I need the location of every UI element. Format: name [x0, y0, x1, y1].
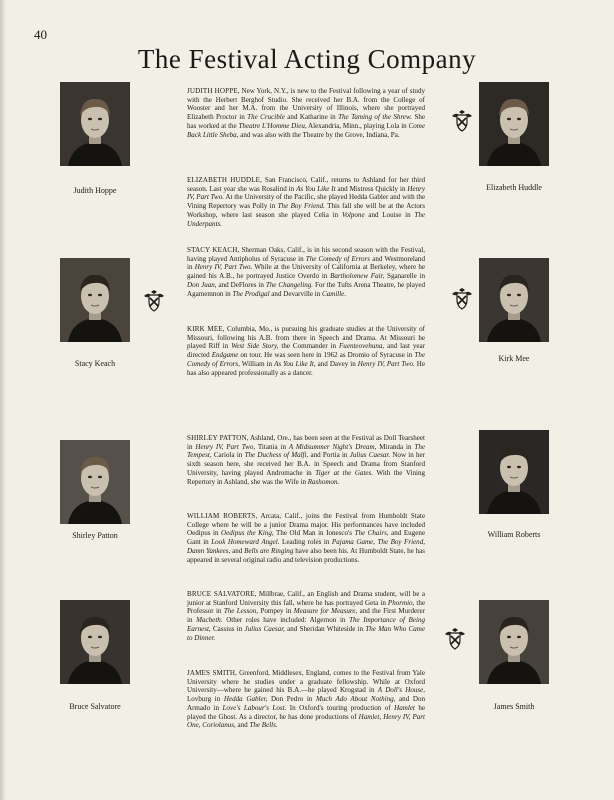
bio-text: In Oxford's touring production of	[286, 703, 395, 712]
bio-title-italic: Measure for Measure,	[293, 607, 358, 616]
bio-name: WILLIAM ROBERTS	[187, 512, 256, 520]
bio-name: KIRK MEE	[187, 325, 223, 333]
bio-title-italic: Julius Caesar.	[349, 451, 391, 460]
bio-title-italic: Bartholomew Fair,	[330, 272, 385, 281]
bio-text: and	[230, 546, 245, 555]
bio-text: Miranda in	[376, 442, 415, 451]
bio-title-italic: The Underpants.	[187, 210, 425, 228]
bio-title-italic: Look Homeward Angel.	[211, 538, 280, 547]
crest-icon-image	[450, 110, 474, 132]
bio-paragraph-4	[187, 434, 425, 486]
page-title: The Festival Acting Company	[137, 44, 477, 74]
bio-title-italic: The Lesson,	[223, 607, 259, 616]
bio-title-italic: Don Juan,	[187, 280, 217, 289]
portrait-photo-7	[479, 600, 549, 684]
bio-title-italic: Henry IV, Part Two,	[195, 442, 256, 451]
bio-title-italic: Henry IV, Part Two.	[187, 184, 425, 202]
portrait-caption-5: William Roberts	[487, 530, 541, 539]
bio-text: While at the University of California at Berkeley, where he gained his A.B., he portrayed Justice Overdo in	[187, 263, 425, 281]
bio-text: Titania in	[255, 442, 289, 451]
bio-paragraph-0	[187, 87, 425, 139]
crest-icon-image	[450, 288, 474, 310]
bio-text: and Devarville in	[269, 289, 322, 298]
bio-text: With the Vining Repertory in Ashland, she was the Wife in	[187, 468, 425, 486]
portrait-photo-image	[60, 440, 130, 524]
bio-title-italic: The Man Who Came to Dinner.	[187, 624, 425, 642]
bio-text: and Westmoreland in	[187, 254, 425, 272]
bio-text: and Portia in	[308, 451, 350, 460]
bio-title-italic: Hamlet	[394, 703, 415, 712]
bio-title-italic: As You Like It,	[274, 359, 316, 368]
bio-text: Leading roles in	[279, 538, 332, 547]
bio-text: At the University of the Pacific, she played Hedda Gabler and with the Vining Repertory was Polly in	[187, 193, 426, 211]
bio-title-italic: The Prodigal	[232, 289, 270, 298]
portrait-photo-2	[60, 258, 130, 342]
bio-text: , New York, N.Y., is new to the Festival following a year of study with the Herbert Berghof Studio. She received her B.A. from the College of Wooster and her M.A. from the University of Illinois, where she portrayed Elizabeth Proctor in	[187, 87, 425, 122]
bio-title-italic: As You Like It	[296, 184, 336, 193]
portrait-photo-image	[60, 82, 130, 166]
bio-title-italic: Volpone	[341, 210, 365, 219]
bio-title-italic: The Importance of Being Earnest,	[187, 616, 425, 633]
bio-text: and Katharine in	[284, 113, 339, 122]
bio-title-italic: Henry IV, Part Two.	[194, 263, 253, 272]
crest-icon-3	[443, 628, 467, 650]
bio-text: and Mistress Quickly in	[335, 184, 408, 193]
bio-name: SHIRLEY PATTON	[187, 434, 247, 442]
bio-title-italic: The Bells.	[249, 721, 278, 730]
bio-title-italic: Hamlet, Henry IV, Part One, Coriolanus,	[187, 712, 426, 730]
bio-text: For the Tufts Arena Theatre, he played Agamemnon in	[187, 280, 426, 298]
bio-paragraph-2	[187, 246, 425, 298]
bio-text: , Ashland, Ore., has been seen at the Festival as Doll Tearsheet in	[187, 434, 426, 451]
bio-text: and the First Murderer in	[187, 607, 425, 625]
bio-title-italic: Macbeth.	[196, 616, 223, 625]
bio-title-italic: The Changeling.	[265, 280, 314, 289]
portrait-photo-3	[479, 258, 549, 342]
bio-title-italic: Come Back Little Sheba,	[187, 121, 425, 139]
bio-title-italic: Julius Caesar,	[244, 624, 285, 633]
bio-text: and Don Armado in	[187, 695, 426, 712]
bio-text: , Greenford, Middlesex, England, comes to the Festival from Yale University where he studies under a graduate fellowship. While at Oxford University—where he gained his B.A.—he played Krogstad in	[187, 669, 425, 695]
bio-text: Pompey in	[258, 607, 294, 616]
bio-text: Cassius in	[210, 624, 245, 633]
bio-text: , Columbia, Mo., is pursuing his graduate studies at the University of Missouri, following his A.B. from there in Speech and Drama. At Missouri he played Riff in	[187, 325, 426, 351]
crest-icon-2	[450, 288, 474, 310]
bio-text: he played the Ghost. As a director, he has done productions of	[187, 703, 425, 721]
bio-text: , Millbrae, Calif., an English and Drama student, will be a junior at Stanford University this fall, where he has portrayed Geta in	[187, 590, 425, 607]
portrait-caption-0: Judith Hoppe	[73, 186, 117, 195]
bio-text: and Davey in	[315, 359, 358, 368]
portrait-caption-2: Stacy Keach	[74, 359, 116, 368]
bio-text: and last year directed	[187, 342, 425, 360]
bio-text: have also been his. At Humboldt State, he has appeared in several original radio and television productions.	[187, 546, 425, 564]
bio-text: Cariola in	[211, 451, 245, 460]
crest-icon-1	[142, 290, 166, 312]
bio-text: and DeFlores in	[216, 280, 266, 289]
portrait-photo-4	[60, 440, 130, 524]
bio-paragraph-6	[187, 590, 425, 642]
page-edge-shadow	[0, 0, 6, 800]
portrait-photo-5	[479, 430, 549, 514]
crest-icon-image	[142, 290, 166, 312]
bio-title-italic: Pajama Game, The Boy Friend, Damn Yankees,	[187, 538, 425, 555]
bio-title-italic: Hedda Gabler,	[223, 695, 268, 704]
bio-title-italic: The Duchess of Malfi,	[244, 451, 309, 460]
bio-text: Lovburg in	[187, 695, 224, 704]
bio-title-italic: The Comedy of Errors	[305, 254, 371, 263]
bio-title-italic: Rashomon.	[307, 477, 340, 486]
portrait-photo-image	[60, 600, 130, 684]
bio-text: Alexandria, Minn., playing Lola in	[306, 121, 409, 130]
bio-title-italic: Endgame	[211, 351, 239, 360]
bio-title-italic: The Chairs,	[354, 529, 389, 538]
bio-text: and was also with the Theatre by the Grove, Indiana, Pa.	[238, 130, 400, 139]
bio-text: He has also appeared professionally as a dancer.	[187, 359, 426, 377]
bio-text: The Old Man in Ionesco's	[273, 529, 355, 538]
bio-title-italic: Phormio,	[387, 598, 415, 607]
bio-text: and	[235, 721, 250, 730]
bio-text: on tour. He was seen here in 1962 as Dromio of Syracuse in	[238, 351, 415, 360]
portrait-photo-image	[479, 82, 549, 166]
bio-title-italic: Fuenteovehuna,	[339, 342, 385, 351]
portrait-photo-6	[60, 600, 130, 684]
bio-title-italic: Bells are Ringing	[244, 546, 294, 555]
bio-title-italic: The Tempest,	[187, 442, 425, 460]
portrait-photo-image	[479, 430, 549, 514]
portrait-caption-1: Elizabeth Huddle	[486, 183, 542, 192]
bio-text: , Sherman Oaks, Calif., is in his second season with the Festival, having played Antipholus of Syracuse in	[187, 246, 425, 263]
bio-text: Don Pedro in	[267, 695, 316, 704]
bio-title-italic: West Side Story,	[231, 342, 279, 351]
bio-text: , Arcata, Calif., joins the Festival from Humboldt State College where he will be a junior Drama major. His performances have included Oedipus in	[187, 512, 425, 538]
bio-title-italic: Camille.	[322, 289, 347, 298]
bio-paragraph-1	[187, 176, 425, 228]
bio-name: JAMES SMITH	[187, 669, 236, 677]
portrait-photo-image	[479, 600, 549, 684]
bio-text: Other roles have included: Algernon in	[222, 616, 350, 625]
bio-title-italic: A Midsummer Night's Dream,	[288, 442, 377, 451]
crest-icon-0	[450, 110, 474, 132]
bio-text: the Commander in	[278, 342, 339, 351]
bio-title-italic: The Comedy of Errors,	[187, 351, 425, 368]
bio-title-italic: Much Ado About Nothing,	[315, 695, 396, 704]
portrait-photo-image	[60, 258, 130, 342]
bio-text: William in	[239, 359, 275, 368]
bio-text: and Louise in	[364, 210, 415, 219]
bio-name: BRUCE SALVATORE	[187, 590, 255, 598]
bio-title-italic: Theatre L'Homme Dieu,	[238, 121, 307, 130]
portrait-photo-1	[479, 82, 549, 166]
portrait-caption-3: Kirk Mee	[498, 354, 530, 363]
portrait-photo-0	[60, 82, 130, 166]
bio-paragraph-5	[187, 512, 425, 564]
bio-paragraph-3	[187, 325, 425, 377]
bio-title-italic: The Taming of the Shrew.	[338, 113, 412, 122]
bio-text: and Sheridan Whiteside in	[284, 624, 366, 633]
bio-title-italic: Oedipus the King,	[221, 529, 274, 538]
bio-text: This fall she will be at the Actors Workshop, where last season she played Celia in	[187, 202, 425, 219]
bio-title-italic: Henry IV, Part Two.	[357, 359, 415, 368]
bio-paragraph-7	[187, 669, 425, 730]
bio-text: She has worked at the	[187, 113, 426, 130]
bio-text: Now in her sixth season here, she received her B.A. in Speech and Drama from Stanford University, having played Andromache in	[187, 451, 426, 477]
bio-name: STACY KEACH	[187, 246, 238, 254]
bio-title-italic: Tiger at the Gates.	[315, 468, 374, 477]
portrait-caption-7: James Smith	[493, 702, 535, 711]
bio-name: ELIZABETH HUDDLE	[187, 176, 261, 184]
bio-title-italic: The Boy Friend.	[277, 202, 325, 211]
portrait-caption-4: Shirley Patton	[72, 531, 118, 540]
bio-title-italic: The Crucible	[247, 113, 285, 122]
bio-text: and Eugene Gant in	[187, 529, 425, 547]
crest-icon-image	[443, 628, 467, 650]
portrait-caption-6: Bruce Salvatore	[69, 702, 121, 711]
bio-text: , San Francisco, Calif., returns to Ashland for her third season. Last year she was Rosalind in	[187, 176, 425, 193]
bio-text: Sganarelle in	[384, 272, 425, 281]
bio-title-italic: Love's Labour's Lost.	[222, 703, 287, 712]
page-number: 40	[34, 27, 47, 42]
bio-name: JUDITH HOPPE	[187, 87, 238, 95]
bio-title-italic: A Doll's House,	[377, 686, 426, 695]
bio-text: the Professor in	[187, 598, 425, 616]
portrait-photo-image	[479, 258, 549, 342]
